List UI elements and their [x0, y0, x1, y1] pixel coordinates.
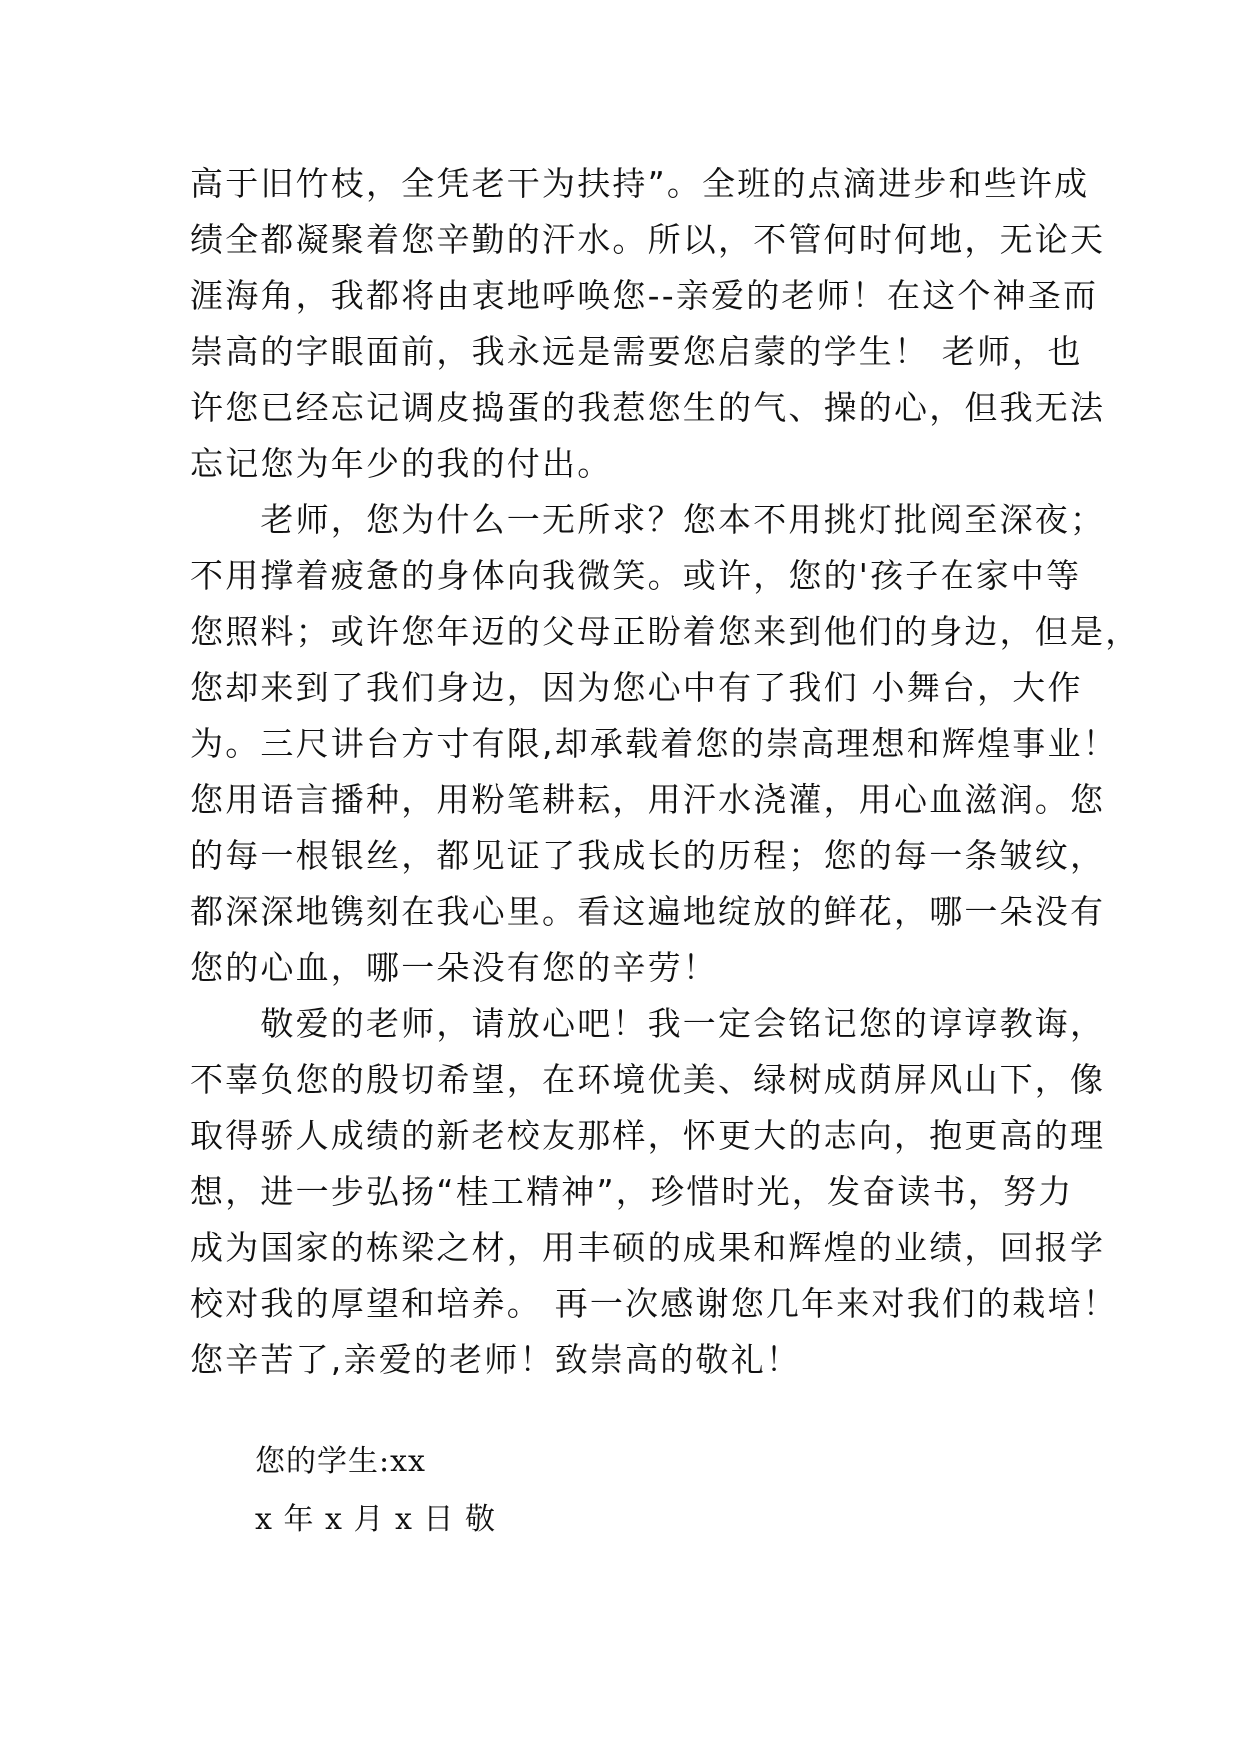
- text-line: 许您已经忘记调皮捣蛋的我惹您生的气、操的心，但我无法: [190, 388, 1106, 427]
- text-line: 忘记您为年少的我的付出。: [190, 444, 613, 483]
- letter-signoff: [255, 1433, 496, 1549]
- text-line: 绩全都凝聚着您辛勤的汗水。所以，不管何时何地，无论天: [190, 220, 1106, 259]
- text-line: 成为国家的栋梁之材，用丰硕的成果和辉煌的业绩，回报学: [190, 1228, 1106, 1267]
- text-line: 都深深地镌刻在我心里。看这遍地绽放的鲜花，哪一朵没有: [190, 892, 1106, 931]
- text-line: 您用语言播种，用粉笔耕耘，用汗水浇灌，用心血滋润。您: [190, 780, 1106, 819]
- text-line: 校对我的厚望和培养。 再一次感谢您几年来对我们的栽培！: [190, 1284, 1118, 1323]
- text-line: 崇高的字眼面前，我永远是需要您启蒙的学生！ 老师，也: [190, 332, 1083, 371]
- text-line: 不辜负您的殷切希望，在环境优美、绿树成荫屏风山下，像: [190, 1060, 1106, 1099]
- text-line: 高于旧竹枝，全凭老干为扶持”。全班的点滴进步和些许成: [190, 164, 1090, 203]
- text-line: 老师，您为什么一无所求？您本不用挑灯批阅至深夜；: [190, 500, 1106, 539]
- text-line: 您辛苦了,亲爱的老师！致崇高的敬礼！: [190, 1340, 802, 1379]
- text-line: 不用撑着疲惫的身体向我微笑。或许，您的'孩子在家中等: [190, 556, 1082, 595]
- text-line: 您却来到了我们身边，因为您心中有了我们 小舞台，大作: [190, 668, 1083, 707]
- text-line: 的每一根银丝，都见证了我成长的历程；您的每一条皱纹，: [190, 836, 1106, 875]
- text-line: 想，进一步弘扬“桂工精神”，珍惜时光，发奋读书，努力: [190, 1172, 1074, 1211]
- text-line: 敬爱的老师，请放心吧！我一定会铭记您的谆谆教诲，: [190, 1004, 1106, 1043]
- letter-body: [190, 156, 1141, 1388]
- text-line: 取得骄人成绩的新老校友那样，怀更大的志向，抱更高的理: [190, 1116, 1106, 1155]
- date-line: x 年 x 月 x 日 敬: [255, 1502, 496, 1537]
- text-line: 您的心血，哪一朵没有您的辛劳！: [190, 948, 718, 987]
- signature: 您的学生:xx: [255, 1444, 426, 1479]
- text-line: 为。三尺讲台方寸有限,却承载着您的崇高理想和辉煌事业！: [190, 724, 1118, 763]
- text-line: 涯海角，我都将由衷地呼唤您--亲爱的老师！在这个神圣而: [190, 276, 1099, 315]
- text-line: 您照料；或许您年迈的父母正盼着您来到他们的身边，但是，: [190, 612, 1141, 651]
